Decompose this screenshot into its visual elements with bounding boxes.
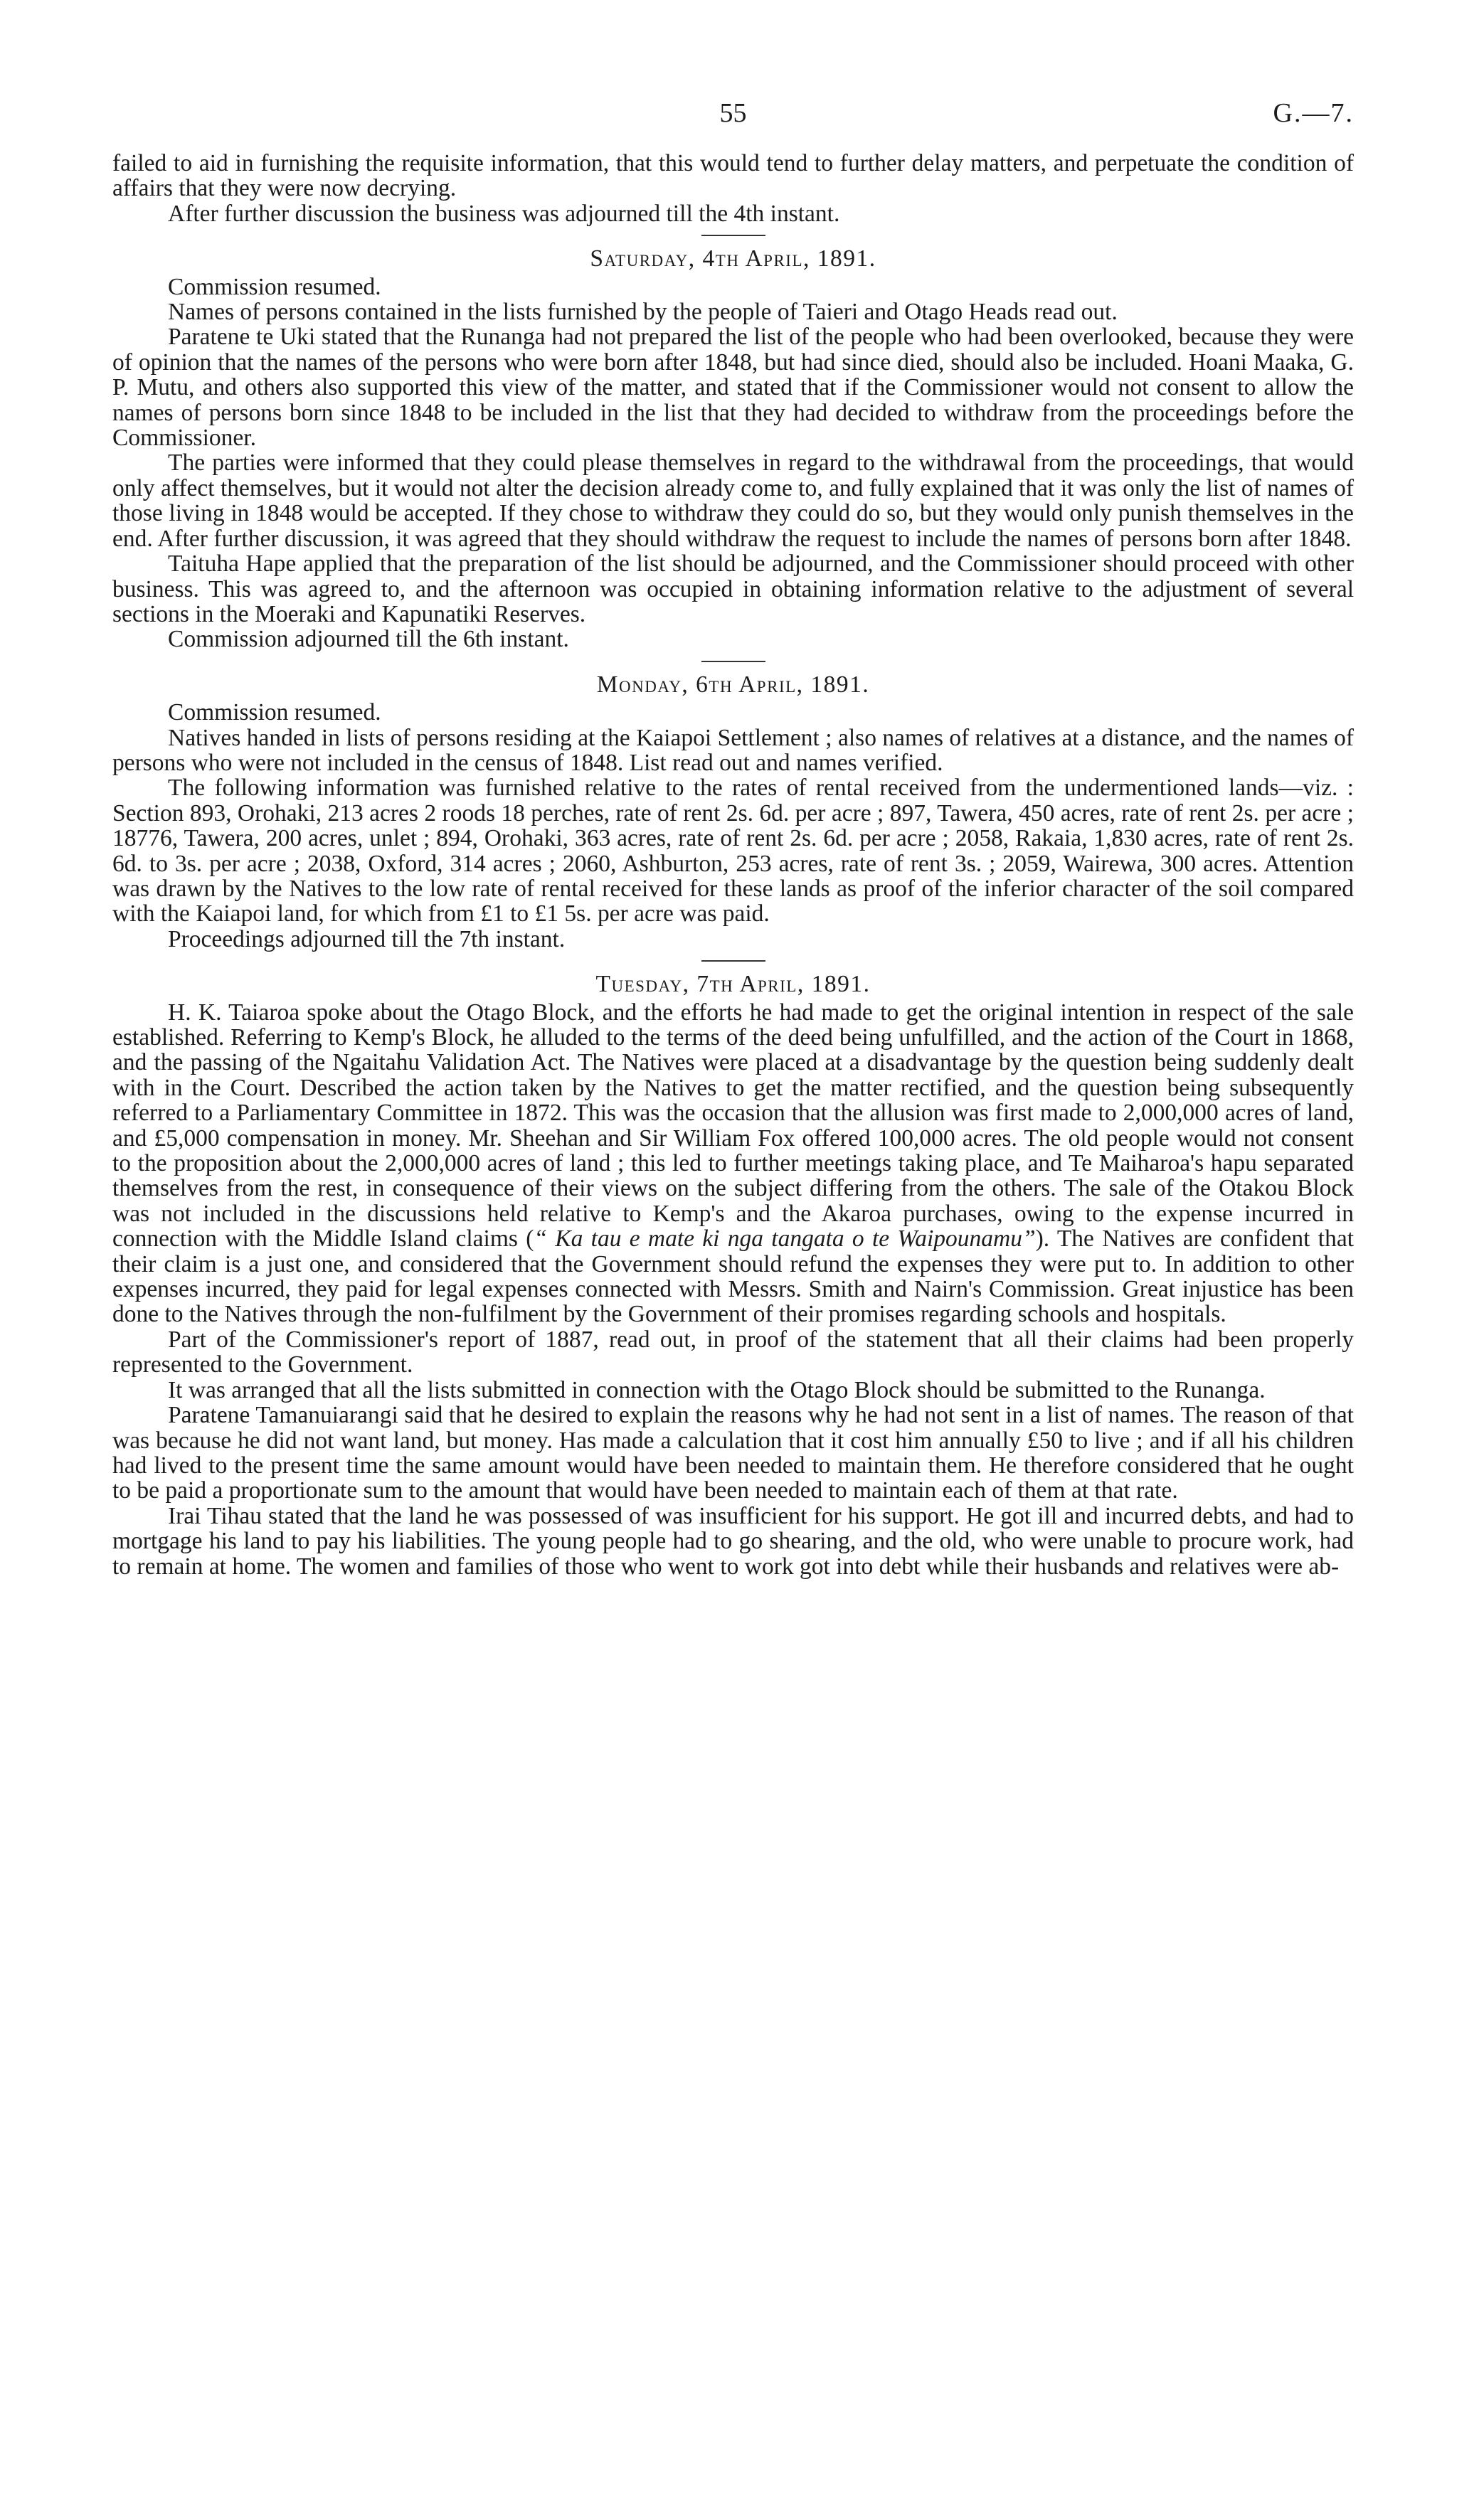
date-heading: Tuesday, 7th April, 1891. <box>595 971 871 998</box>
paragraph: The following information was furnished relative to the rates of rental received from the undermentioned lands—viz. : Section 893, Orohaki, 213 acres 2 roods 18 perches, rate of rent 2s. 6d. per acre ; 897, Tawera, 450 acres, rate of rent 2s. per acre ; 18776, Tawera, 200 acres, unlet ; 894, Orohaki, 363 acres, rate of rent 2s. 6d. per acre ; 2058, Rakaia, 1,830 acres, rate of rent 2s. 6d. to 3s. per acre ; 2038, Oxford, 314 acres ; 2060, Ashburton, 253 acres, rate of rent 3s. ; 2059, Wairewa, 300 acres. Attention was drawn by the Natives to the low rate of rental received for these lands as proof of the inferior character of the soil compared with the Kaiapoi land, for which from £1 to £1 5s. per acre was paid. <box>112 775 1354 927</box>
paragraph: After further discussion the business was adjourned till the 4th instant. <box>168 200 840 227</box>
paragraph: Names of persons contained in the lists furnished by the people of Taieri and Otago Heads read out. <box>168 299 1118 326</box>
paragraph: It was arranged that all the lists submitted in connection with the Otago Block should be submitted to the Runanga. <box>168 1376 1266 1403</box>
paragraph: Paratene Tamanuiarangi said that he desired to explain the reasons why he had not sent in a list of names. The reason of that was because he did not want land, but money. Has made a calculation that it cost him annually £50 to live ; and if all his children had lived to the present time the same amount would have been needed to maintain them. He therefore considered that he ought to be paid a proportionate sum to the amount that would have been needed to maintain each of them at that rate. <box>112 1402 1354 1504</box>
section-divider <box>701 960 765 962</box>
paragraph: Proceedings adjourned till the 7th instant. <box>168 925 566 952</box>
maori-quotation: “ Ka tau e mate ki nga tangata o te Waipounamu” <box>534 1226 1036 1253</box>
date-heading: Saturday, 4th April, 1891. <box>590 245 876 272</box>
document-page <box>112 98 1354 1580</box>
paragraph: Part of the Commissioner's report of 1887, read out, in proof of the statement that all their claims had been properly represented to the Government. <box>112 1326 1354 1378</box>
paragraph-text: H. K. Taiaroa spoke about the Otago Block, and the efforts he had made to get the original intention in respect of the sale established. Referring to Kemp's Block, he alluded to the terms of the deed being unfulfilled, and the action of the Court in 1868, and the passing of the Ngaitahu Validation Act. The Natives were placed at a disadvantage by the question being suddenly dealt with in the Court. Described the action taken by the Natives to get the matter rectified, and the question being subsequently referred to a Parliamentary Committee in 1872. This was the occasion that the allusion was first made to 2,000,000 acres of land, and £5,000 compensation in money. Mr. Sheehan and Sir William Fox offered 100,000 acres. The old people would not consent to the proposition about the 2,000,000 acres of land ; this led to further meetings taking place, and Te Maiharoa's hapu separated themselves from the rest, in consequence of their views on the subject differing from the others. The sale of the Otakou Block was not included in the discussions held relative to Kemp's and the Akaroa purchases, owing to the expense incurred in connection with the Middle Island claims ( <box>112 999 1354 1253</box>
document-reference: G.—7. <box>1273 98 1354 128</box>
paragraph <box>112 1000 1354 1327</box>
section-saturday <box>112 246 1354 652</box>
paragraph-text: ). The Natives are confident that their claim is a just one, and considered that the Government should refund the expenses they were put to. In addition to other expenses incurred, they paid for legal expenses connected with Messrs. Smith and Nairn's Commission. Great injustice has been done to the Natives through the non-fulfilment by the Government of their promises regarding schools and hospitals. <box>112 1226 1354 1328</box>
paragraph: failed to aid in furnishing the requisite information, that this would tend to further delay matters, and perpetuate the condition of affairs that they were now decrying. <box>112 150 1354 202</box>
section-divider <box>701 235 765 236</box>
section-monday <box>112 672 1354 952</box>
paragraph: Commission resumed. <box>168 273 381 300</box>
paragraph: Paratene te Uki stated that the Runanga had not prepared the list of the people who had been overlooked, because they were of opinion that the names of the persons who were born after 1848, but had since died, should also be included. Hoani Maaka, G. P. Mutu, and others also supported this view of the matter, and stated that if the Commissioner would not consent to allow the names of persons born since 1848 to be included in the list that they had decided to withdraw from the proceedings before the Commissioner. <box>112 324 1354 452</box>
paragraph: Commission adjourned till the 6th instant. <box>168 626 569 653</box>
page-number: 55 <box>719 98 747 128</box>
page-header <box>112 98 1354 151</box>
date-heading: Monday, 6th April, 1891. <box>596 671 870 698</box>
paragraph: Irai Tihau stated that the land he was possessed of was insufficient for his support. He got ill and incurred debts, and had to mortgage his land to pay his liabilities. The young people had to go shearing, and the old, who were unable to procure work, had to remain at home. The women and families of those who went to work got into debt while their husbands and relatives were ab- <box>112 1502 1354 1580</box>
paragraph: Taituha Hape applied that the preparation of the list should be adjourned, and the Commissioner should proceed with other business. This was agreed to, and the afternoon was occupied in obtaining information relative to the adjustment of several sections in the Moeraki and Kapunatiki Reserves. <box>112 551 1354 627</box>
section-tuesday <box>112 972 1354 1579</box>
paragraph: Natives handed in lists of persons residing at the Kaiapoi Settlement ; also names of relatives at a distance, and the names of persons who were not included in the census of 1848. List read out and names verified. <box>112 724 1354 776</box>
paragraph: The parties were informed that they could please themselves in regard to the withdrawal from the proceedings, that would only affect themselves, but it would not alter the decision already come to, and fully explained that it was only the list of names of those living in 1848 would be accepted. If they chose to withdraw they could do so, but they would only punish themselves in the end. After further discussion, it was agreed that they should withdraw the request to include the names of persons born after 1848. <box>112 450 1354 552</box>
paragraph: Commission resumed. <box>168 699 381 726</box>
section-divider <box>701 661 765 662</box>
